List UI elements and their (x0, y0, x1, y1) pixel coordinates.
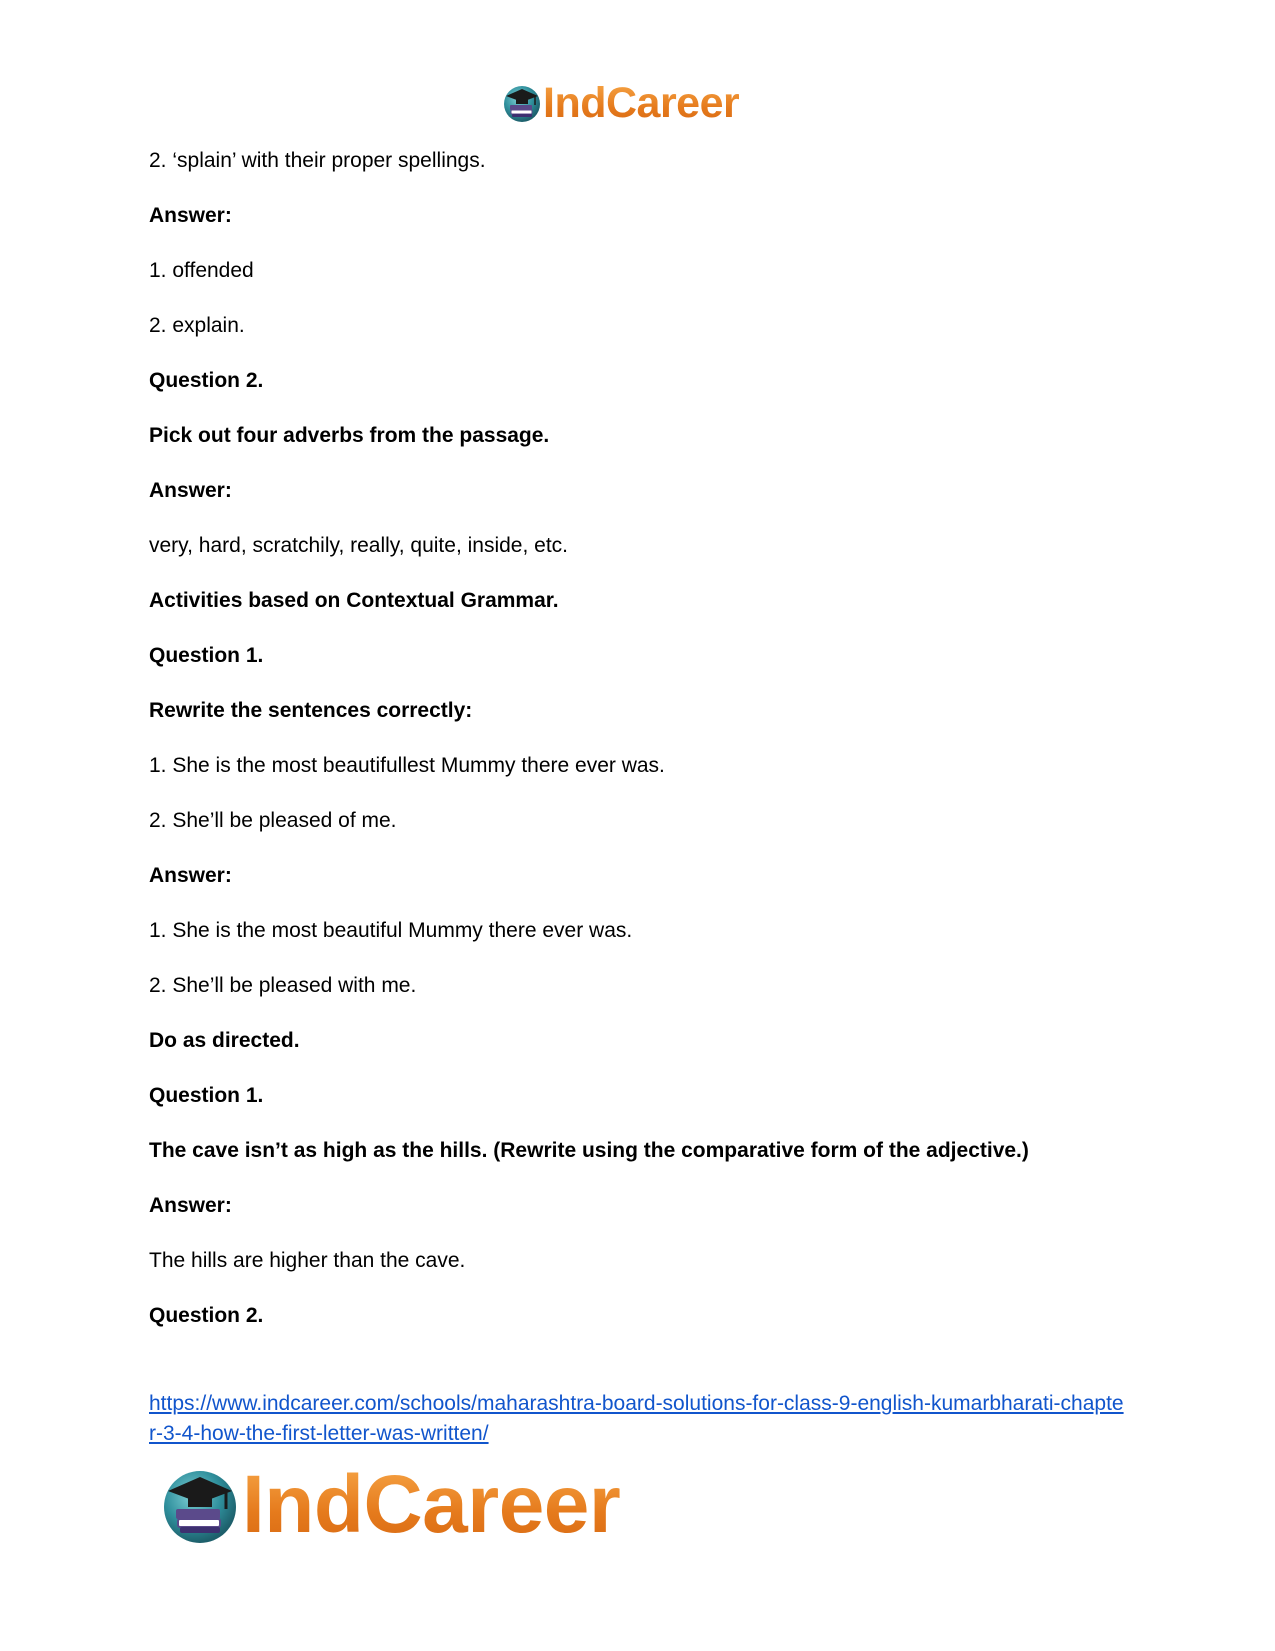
heading-line: Question 2. (149, 369, 264, 392)
heading-line: Question 1. (149, 1084, 264, 1107)
text-line: 2. explain. (149, 314, 245, 337)
logo-wordmark: IndCareer (543, 78, 740, 127)
text-line: 2. She’ll be pleased with me. (149, 974, 417, 997)
heading-line: Rewrite the sentences correctly: (149, 699, 473, 722)
logo-wordmark: IndCareer (242, 1459, 621, 1550)
graduation-cap-emblem-icon (502, 83, 542, 123)
header-logo (502, 80, 739, 126)
heading-line: Answer: (149, 479, 232, 502)
text-line: 2. ‘splain’ with their proper spellings. (149, 149, 486, 172)
heading-line: Answer: (149, 204, 232, 227)
heading-line: Do as directed. (149, 1029, 300, 1052)
document-body (149, 148, 1139, 1358)
graduation-cap-emblem-icon (160, 1465, 240, 1545)
footer-logo (160, 1459, 621, 1550)
heading-line: Activities based on Contextual Grammar. (149, 589, 559, 612)
text-line: The hills are higher than the cave. (149, 1249, 466, 1272)
source-url-link[interactable]: https://www.indcareer.com/schools/maharashtra-board-solutions-for-class-9-english-kumarbharati-chapter-3-4-how-the-first-letter-was-written/ (149, 1392, 1124, 1445)
text-line: very, hard, scratchily, really, quite, inside, etc. (149, 534, 568, 557)
text-line: 1. She is the most beautiful Mummy there ever was. (149, 919, 633, 942)
text-line: 2. She’ll be pleased of me. (149, 809, 397, 832)
heading-line: Pick out four adverbs from the passage. (149, 424, 550, 447)
heading-line: The cave isn’t as high as the hills. (Rewrite using the comparative form of the adjective.) (149, 1139, 1029, 1162)
text-line: 1. offended (149, 259, 254, 282)
heading-line: Question 1. (149, 644, 264, 667)
text-line: 1. She is the most beautifullest Mummy there ever was. (149, 754, 665, 777)
heading-line: Answer: (149, 1194, 232, 1217)
heading-line: Question 2. (149, 1304, 264, 1327)
heading-line: Answer: (149, 864, 232, 887)
